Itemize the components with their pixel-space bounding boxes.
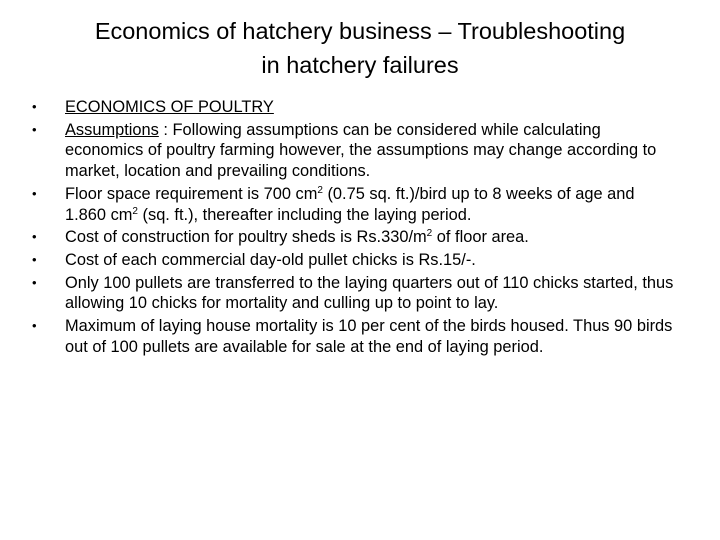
bullet-text-3: (sq. ft.), thereafter including the laying period. (137, 205, 472, 224)
bullet-text: Only 100 pullets are transferred to the laying quarters out of 110 chicks started, thus allowing 10 chicks for mortality and culling up to point to lay. (65, 273, 674, 313)
bullet-item-pullets-transferred (30, 273, 680, 314)
bullet-text-2: of floor area. (432, 228, 529, 247)
bullet-item-floor-space (30, 184, 680, 225)
bullet-text: Floor space requirement is 700 cm (65, 184, 318, 203)
bullet-text: Cost of each commercial day-old pullet chicks is Rs.15/-. (65, 250, 476, 269)
bullet-item-construction-cost (30, 227, 680, 248)
bullet-text: ECONOMICS OF POULTRY (65, 98, 274, 116)
bullet-icon: • (32, 229, 37, 245)
bullet-text: : Following assumptions can be considered while calculating economics of poultry farming however, the assumptions may change according to market, location and prevailing conditions. (65, 120, 657, 181)
bullet-text: Cost of construction for poultry sheds is Rs.330/m (65, 228, 427, 247)
superscript: 2 (426, 228, 433, 240)
bullet-icon: • (32, 274, 37, 290)
bullet-icon: • (32, 185, 37, 201)
bullet-list (30, 97, 680, 359)
bullet-item-economics-heading (30, 97, 680, 118)
bullet-icon: • (32, 251, 37, 267)
bullet-item-assumptions (30, 120, 680, 182)
bullet-icon: • (32, 99, 37, 114)
slide-title-line-1: Economics of hatchery business – Troubleshooting (94, 18, 626, 44)
bullet-item-laying-mortality (30, 316, 680, 357)
superscript: 2 (317, 184, 323, 196)
bullet-icon: • (32, 121, 37, 137)
bullet-text-2: (0.75 sq. ft.)/bird up to 8 weeks of age and 1.860 cm (65, 184, 635, 224)
slide-title (40, 14, 680, 82)
bullet-item-chick-cost (30, 250, 680, 271)
bullet-icon: • (32, 318, 37, 334)
slide-title-line-2: in hatchery failures (261, 52, 459, 78)
bullet-text: Maximum of laying house mortality is 10 per cent of the birds housed. Thus 90 birds out of 100 pullets are available for sale at the end of laying period. (65, 317, 673, 356)
bullet-lead-text: Assumptions (65, 120, 159, 139)
superscript-2: 2 (132, 205, 138, 217)
